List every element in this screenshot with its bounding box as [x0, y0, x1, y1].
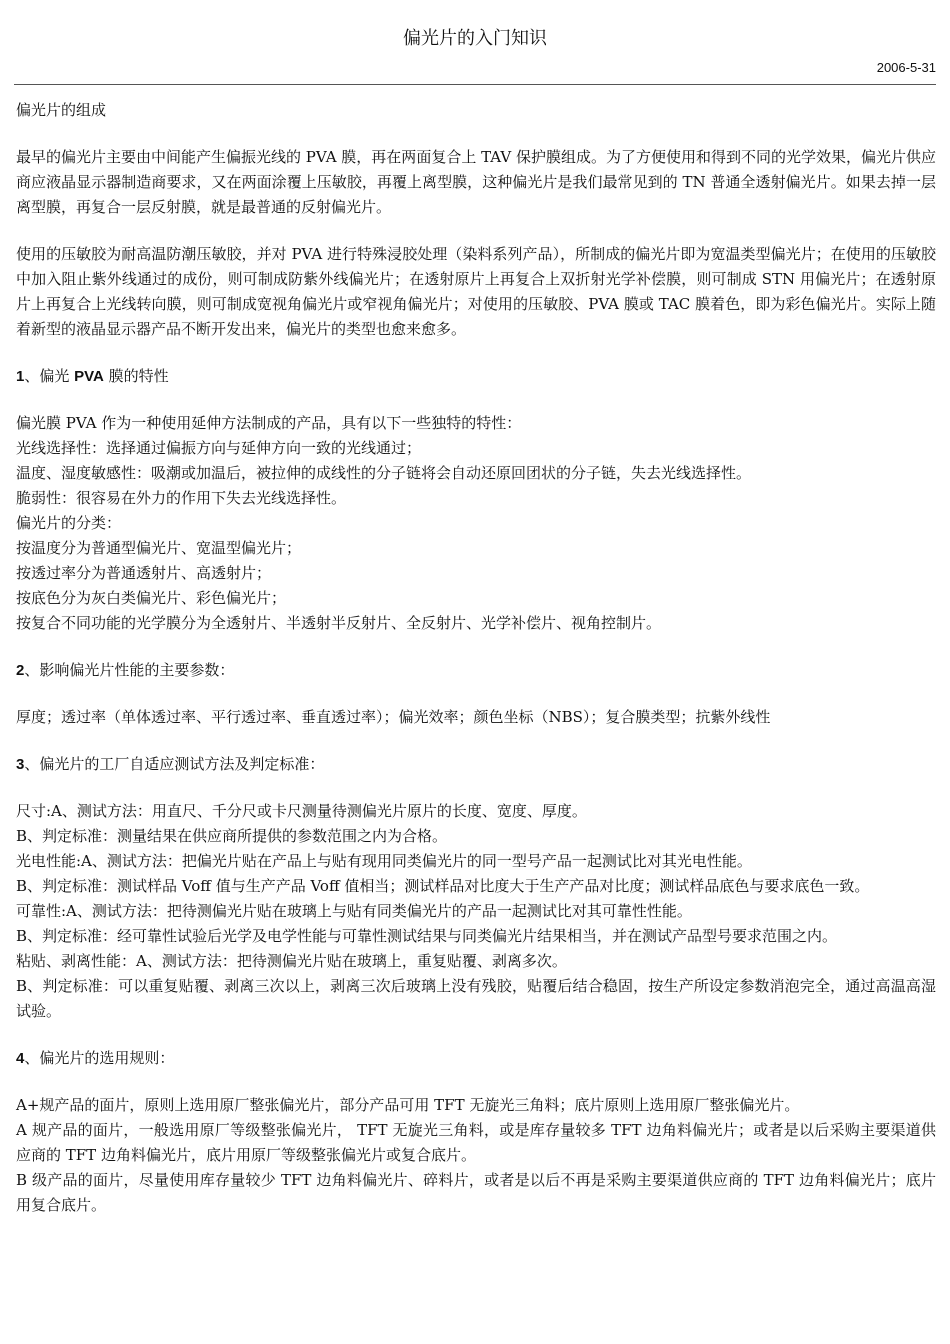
section-4-line: B 级产品的面片，尽量使用库存量较少 TFT 边角料偏光片、碎料片，或者是以后不再是采购主要渠道供应商的 TFT 边角料偏光片；底片用复合底片。: [16, 1171, 936, 1214]
section-1-heading: 1、偏光 PVA 膜的特性: [16, 367, 169, 385]
section-3-line: B、判定标准：可以重复贴覆、剥离三次以上，剥离三次后玻璃上没有残胶，贴覆后结合稳固，按生产所设定参数消泡完全，通过高温高湿试验。: [16, 977, 936, 1020]
section-3-line: 可靠性:A、测试方法：把待测偏光片贴在玻璃上与贴有同类偏光片的产品一起测试比对其可靠性性能。: [16, 902, 692, 920]
section-3-line: B、判定标准：测量结果在供应商所提供的参数范围之内为合格。: [16, 827, 448, 845]
section-2-number: 2: [16, 662, 25, 679]
section-1-line: 偏光片的分类：: [16, 514, 122, 532]
section-4-number: 4: [16, 1050, 25, 1067]
section-1-line: 光线选择性：选择通过偏振方向与延伸方向一致的光线通过；: [16, 439, 422, 457]
intro-paragraph-1: 最早的偏光片主要由中间能产生偏振光线的 PVA 膜，再在两面复合上 TAV 保护膜组成。为了方便使用和得到不同的光学效果，偏光片供应商应液晶显示器制造商要求，又在两面涂覆上压敏胶，再覆上离型膜，这种偏光片是我们最常见到的 TN 普通全透射偏光片。如果去掉一层离型膜，再复合一层反射膜，就是最普通的反射偏光片。: [16, 148, 936, 216]
intro-paragraph-2: 使用的压敏胶为耐高温防潮压敏胶，并对 PVA 进行特殊浸胶处理（染料系列产品），所制成的偏光片即为宽温类型偏光片；在使用的压敏胶中加入阻止紫外线通过的成份，则可制成防紫外线偏光片；在透射原片上再复合上双折射光学补偿膜，则可制成 STN 用偏光片；在透射原片上再复合上光线转向膜，则可制成宽视角偏光片或窄视角偏光片；对使用的压敏胶、PVA 膜或 TAC 膜着色，即为彩色偏光片。实际上随着新型的液晶显示器产品不断开发出来，偏光片的类型也愈来愈多。: [16, 245, 936, 338]
section-1-line: 按底色分为灰白类偏光片、彩色偏光片；: [16, 589, 287, 607]
section-3-line: 光电性能:A、测试方法：把偏光片贴在产品上与贴有现用同类偏光片的同一型号产品一起测试比对其光电性能。: [16, 852, 752, 870]
section-1-line: 偏光膜 PVA 作为一种使用延伸方法制成的产品，具有以下一些独特的特性：: [16, 414, 522, 432]
section-1-number: 1: [16, 368, 25, 385]
section-3-heading: 3、偏光片的工厂自适应测试方法及判定标准：: [16, 755, 325, 773]
header-divider: [14, 84, 936, 85]
document-date: 2006-5-31: [876, 60, 936, 75]
section-1-line: 按透过率分为普通透射片、高透射片；: [16, 564, 272, 582]
document-title: 偏光片的入门知识: [403, 28, 547, 49]
section-1-line: 温度、湿度敏感性：吸潮或加温后，被拉伸的成线性的分子链将会自动还原回团状的分子链，失去光线选择性。: [16, 464, 752, 482]
section-3-line: 尺寸:A、测试方法：用直尺、千分尺或卡尺测量待测偏光片原片的长度、宽度、厚度。: [16, 802, 587, 820]
intro-heading: 偏光片的组成: [16, 101, 107, 119]
section-4-heading: 4、偏光片的选用规则：: [16, 1049, 175, 1067]
section-1-line: 脆弱性：很容易在外力的作用下失去光线选择性。: [16, 489, 347, 507]
section-1-line: 按复合不同功能的光学膜分为全透射片、半透射半反射片、全反射片、光学补偿片、视角控制片。: [16, 614, 662, 632]
section-2-heading: 2、影响偏光片性能的主要参数：: [16, 661, 235, 679]
section-1-line: 按温度分为普通型偏光片、宽温型偏光片；: [16, 539, 302, 557]
section-4-line: A+规产品的面片，原则上选用原厂整张偏光片，部分产品可用 TFT 无旋光三角料；底片原则上选用原厂整张偏光片。: [16, 1096, 800, 1114]
section-3-line: B、判定标准：测试样品 Voff 值与生产产品 Voff 值相当；测试样品对比度大于生产产品对比度；测试样品底色与要求底色一致。: [16, 877, 870, 895]
section-4-line: A 规产品的面片，一般选用原厂等级整张偏光片， TFT 无旋光三角料，或是库存量较多 TFT 边角料偏光片；或者是以后采购主要渠道供应商的 TFT 边角料偏光片，底片用原厂等级整张偏光片或复合底片。: [16, 1121, 936, 1164]
section-2-line: 厚度；透过率（单体透过率、平行透过率、垂直透过率）；偏光效率；颜色坐标（NBS）；复合膜类型；抗紫外线性: [16, 708, 771, 726]
document-body: [16, 98, 936, 1218]
section-3-number: 3: [16, 756, 25, 773]
section-3-line: B、判定标准：经可靠性试验后光学及电学性能与可靠性测试结果与同类偏光片结果相当，并在测试产品型号要求范围之内。: [16, 927, 838, 945]
section-3-line: 粘贴、剥离性能：A、测试方法：把待测偏光片贴在玻璃上，重复贴覆、剥离多次。: [16, 952, 567, 970]
